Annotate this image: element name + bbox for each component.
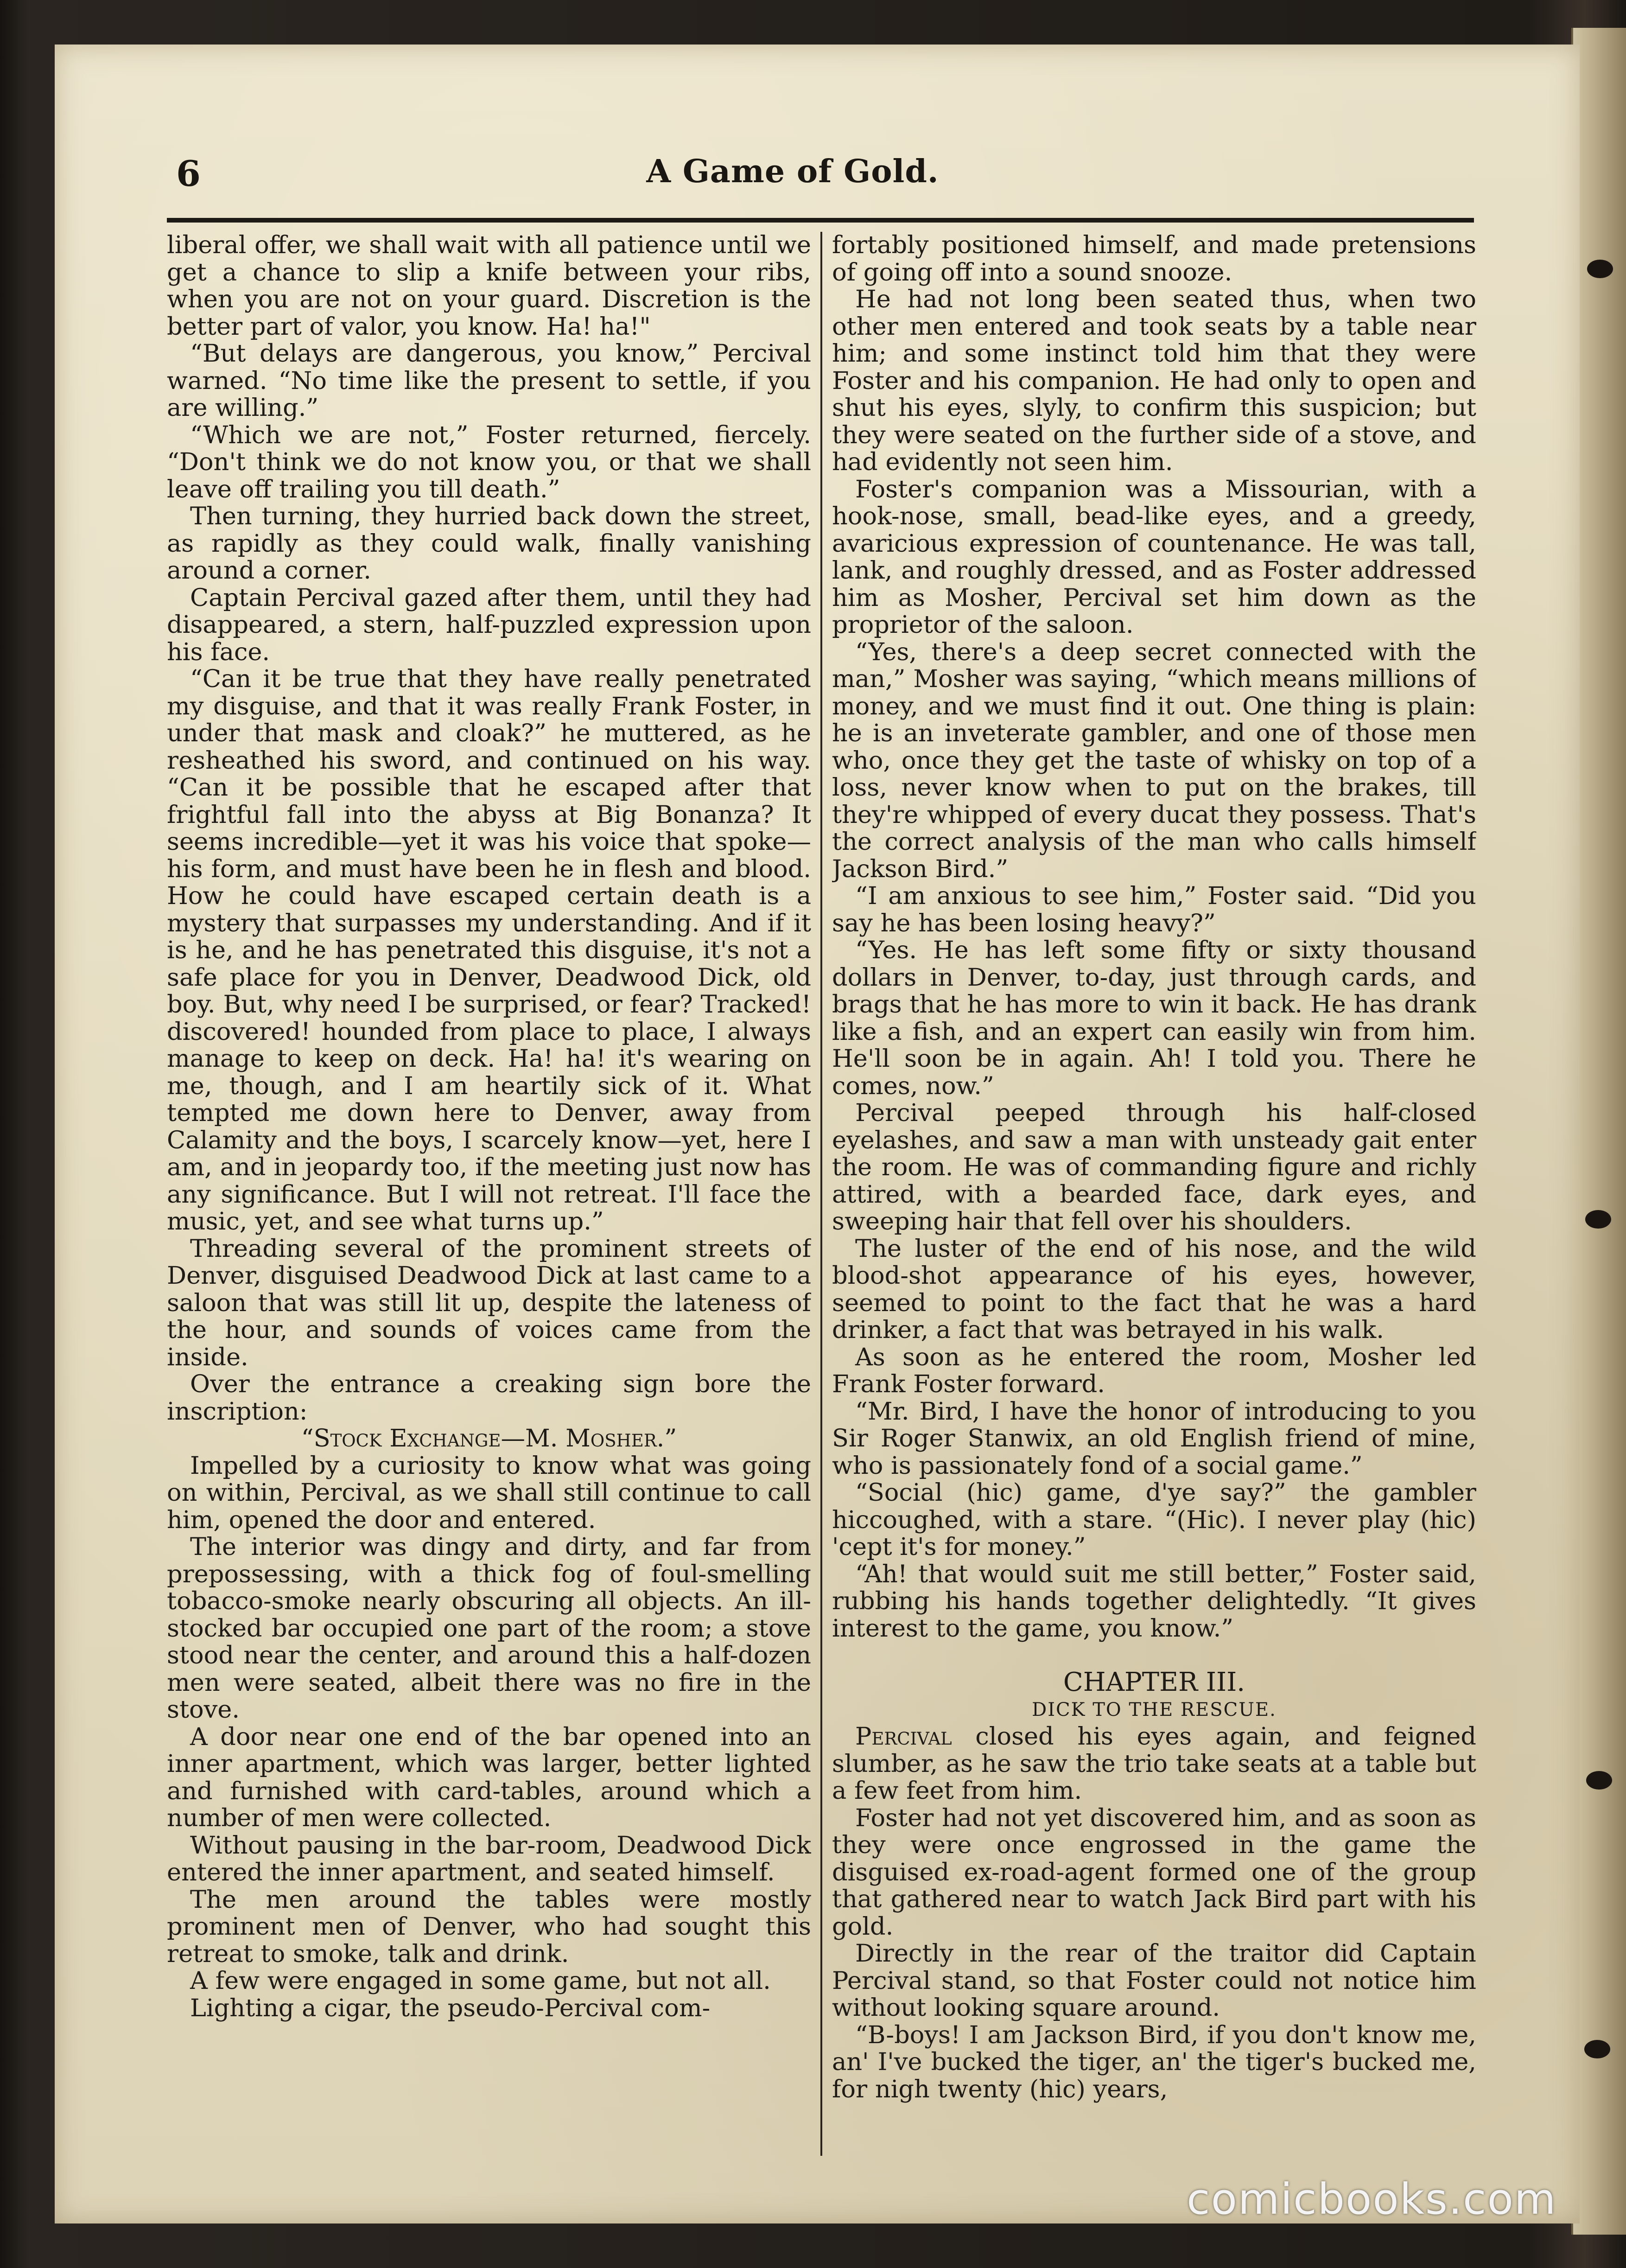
paragraph xyxy=(167,503,811,585)
paragraph-text: closed his eyes again, and feigned slumber, as he saw the trio take seats at a table but a few feet from him. xyxy=(832,1722,1476,1805)
paragraph-text: As soon as he entered the room, Mosher led Frank Foster forward. xyxy=(832,1343,1476,1398)
paragraph-text: Lighting a cigar, the pseudo-Percival com- xyxy=(190,1994,711,2022)
paragraph-text: Directly in the rear of the traitor did Captain Percival stand, so that Foster could not notice him without looking square around. xyxy=(832,1939,1476,2022)
right-column-text-before-chapter xyxy=(832,232,1476,1642)
paragraph xyxy=(167,1995,811,2022)
paragraph-text: Captain Percival gazed after them, until they had disappeared, a stern, half-puzzled expression upon his face. xyxy=(167,583,811,666)
paragraph-text: Threading several of the prominent streets of Denver, disguised Deadwood Dick at last came to a saloon that was still lit up, despite the lateness of the hour, and sounds of voices came from the inside. xyxy=(167,1234,811,1371)
paragraph xyxy=(167,340,811,422)
paragraph xyxy=(832,1561,1476,1643)
paragraph xyxy=(832,1344,1476,1398)
sign-inscription xyxy=(167,1425,811,1453)
paragraph-text: Then turning, they hurried back down the street, as rapidly as they could walk, finally vanishing around a corner. xyxy=(167,502,811,585)
paragraph-text: “Mr. Bird, I have the honor of introducing to you Sir Roger Stanwix, an old English friend of mine, who is passionately fond of a social game.” xyxy=(832,1397,1476,1480)
paragraph xyxy=(167,1236,811,1371)
chapter-title: CHAPTER III. xyxy=(1063,1667,1245,1697)
paragraph xyxy=(832,1236,1476,1344)
paragraph-text: “Yes, there's a deep secret connected with the man,” Mosher was saying, “which means millions of money, and we must find it out. One thing is plain: he is an inveterate gambler, and one of those men who, once they get the taste of whisky on top of a loss, never know when to put on the brakes, till they're whipped of every ducat they possess. That's the correct analysis of the man who calls himself Jackson Bird.” xyxy=(832,637,1476,883)
paragraph-text: “Social (hic) game, d'ye say?” the gambler hiccoughed, with a stare. “(Hic). I never play (hic) 'cept it's for money.” xyxy=(832,1478,1476,1561)
paragraph-text: Percival peeped through his half-closed eyelashes, and saw a man with unsteady gait enter the room. He was of commanding figure and richly attired, with a bearded face, dark eyes, and sweeping hair that fell over his shoulders. xyxy=(832,1099,1476,1236)
paragraph xyxy=(167,1886,811,1968)
paragraph xyxy=(832,232,1476,286)
paragraph xyxy=(167,422,811,503)
paragraph-text: The men around the tables were mostly prominent men of Denver, who had sought this retreat to smoke, talk and drink. xyxy=(167,1885,811,1968)
paragraph-text: Foster had not yet discovered him, and as soon as they were once engrossed in the game the disguised ex-road-agent formed one of the group that gathered near to watch Jack Bird part with his gold. xyxy=(832,1803,1476,1941)
page-number: 6 xyxy=(176,153,201,194)
paragraph-text: “B-boys! I am Jackson Bird, if you don't know me, an' I've bucked the tiger, an' the tiger's bucked me, for nigh twenty (hic) years, xyxy=(832,2020,1476,2103)
paragraph-text: “Stock Exchange—M. Mosher.” xyxy=(301,1424,677,1453)
paragraph-text: A door near one end of the bar opened into an inner apartment, which was larger, better lighted and furnished with card-tables, around which a number of men were collected. xyxy=(167,1722,811,1832)
paragraph xyxy=(832,639,1476,883)
page-header xyxy=(111,153,1474,209)
paragraph-text: “But delays are dangerous, you know,” Percival warned. “No time like the present to settle, if you are willing.” xyxy=(167,339,811,422)
paragraph xyxy=(167,1534,811,1724)
paragraph-text: fortably positioned himself, and made pretensions of going off into a sound snooze. xyxy=(832,232,1476,287)
paragraph xyxy=(167,232,811,340)
paragraph xyxy=(832,286,1476,476)
staple-hole xyxy=(1587,260,1613,278)
paragraph xyxy=(832,1723,1476,1805)
paragraph-text: Impelled by a curiosity to know what was going on within, Percival, as we shall still continue to call him, opened the door and entered. xyxy=(167,1451,811,1534)
lead-word: Percival xyxy=(855,1722,952,1751)
paragraph xyxy=(832,1940,1476,2022)
paragraph-text: “Yes. He has left some fifty or sixty thousand dollars in Denver, to-day, just through cards, and brags that he has more to win it back. He has drank like a fish, and an expert can easily win from him. He'll soon be in again. Ah! I told you. There he comes, now.” xyxy=(832,936,1476,1100)
paragraph-text: liberal offer, we shall wait with all patience until we get a chance to slip a knife between your ribs, when you are not on your guard. Discretion is the better part of valor, you know. Ha! ha!" xyxy=(167,232,811,341)
paragraph-text: The luster of the end of his nose, and the wild blood-shot appearance of his eyes, however, seemed to point to the fact that he was a hard drinker, a fact that was betrayed in his walk. xyxy=(832,1234,1476,1344)
paragraph xyxy=(832,2022,1476,2103)
paragraph-text: A few were engaged in some game, but not all. xyxy=(190,1967,771,1995)
paragraph-text: Without pausing in the bar-room, Deadwood Dick entered the inner apartment, and seated himself. xyxy=(167,1831,811,1886)
paragraph xyxy=(832,476,1476,639)
staple-hole xyxy=(1584,2040,1610,2058)
staple-hole xyxy=(1585,1210,1611,1229)
paragraph xyxy=(167,585,811,666)
paragraph-text: “Ah! that would suit me still better,” Foster said, rubbing his hands together delightedly. “It gives interest to the game, you know.” xyxy=(832,1560,1476,1643)
paragraph xyxy=(167,1453,811,1534)
paragraph xyxy=(832,883,1476,937)
paragraph xyxy=(832,1398,1476,1480)
paragraph-text: Over the entrance a creaking sign bore the inscription: xyxy=(167,1370,811,1426)
header-rule xyxy=(167,218,1474,223)
paragraph xyxy=(167,666,811,1236)
paragraph xyxy=(832,1479,1476,1561)
paragraph xyxy=(832,937,1476,1100)
site-watermark: comicbooks.com xyxy=(1187,2174,1557,2224)
right-column xyxy=(832,232,1476,2170)
staple-hole xyxy=(1586,1771,1612,1790)
left-column xyxy=(167,232,811,2170)
column-divider xyxy=(820,232,822,2156)
paragraph xyxy=(167,1968,811,1995)
paragraph-text: “Can it be true that they have really penetrated my disguise, and that it was really Frank Foster, in under that mask and cloak?” he muttered, as he resheathed his sword, and continued on his way. “Can it be possible that he escaped after that frightful fall into the abyss at Big Bonanza? It seems incredible—yet it was his voice that spoke—his form, and must have been he in flesh and blood. How he could have escaped certain death is a mystery that surpasses my understanding. And if it is he, and he has penetrated this disguise, it's not a safe place for you in Denver, Deadwood Dick, old boy. But, why need I be surprised, or fear? Tracked! discovered! hounded from place to place, I always manage to keep on deck. Ha! ha! it's wearing on me, though, and I am heartily sick of it. What tempted me down here to Denver, away from Calamity and the boys, I scarcely know—yet, here I am, and in jeopardy too, if the meeting just now has any significance. But I will not retreat. I'll face the music, yet, and see what turns up.” xyxy=(167,665,811,1236)
chapter-subtitle: DICK TO THE RESCUE. xyxy=(1032,1699,1277,1720)
paragraph-text: “I am anxious to see him,” Foster said. “Did you say he has been losing heavy?” xyxy=(832,882,1476,937)
right-column-text-after-chapter xyxy=(832,1723,1476,2103)
paragraph-text: Foster's companion was a Missourian, with a hook-nose, small, bead-like eyes, and a greedy, avaricious expression of countenance. He was tall, lank, and roughly dressed, and as Foster addressed him as Mosher, Percival set him down as the proprietor of the saloon. xyxy=(832,475,1476,639)
paragraph-text: The interior was dingy and dirty, and far from prepossessing, with a thick fog of foul-smelling tobacco-smoke nearly obscuring all objects. An ill-stocked bar occupied one part of the room; a stove stood near the center, and around this a half-dozen men were seated, albeit there was no fire in the stove. xyxy=(167,1533,811,1724)
paragraph xyxy=(167,1724,811,1832)
paragraph-text: “Which we are not,” Foster returned, fiercely. “Don't think we do not know you, or that we shall leave off trailing you till death.” xyxy=(167,420,811,503)
paragraph xyxy=(832,1100,1476,1236)
paragraph-text: He had not long been seated thus, when two other men entered and took seats by a table near him; and some instinct told him that they were Foster and his companion. He had only to open and shut his eyes, slyly, to confirm this suspicion; but they were seated on the further side of a stove, and had evidently not seen him. xyxy=(832,285,1476,476)
paragraph xyxy=(167,1371,811,1425)
paragraph xyxy=(167,1832,811,1886)
paragraph xyxy=(832,1805,1476,1941)
running-title: A Game of Gold. xyxy=(646,153,939,190)
